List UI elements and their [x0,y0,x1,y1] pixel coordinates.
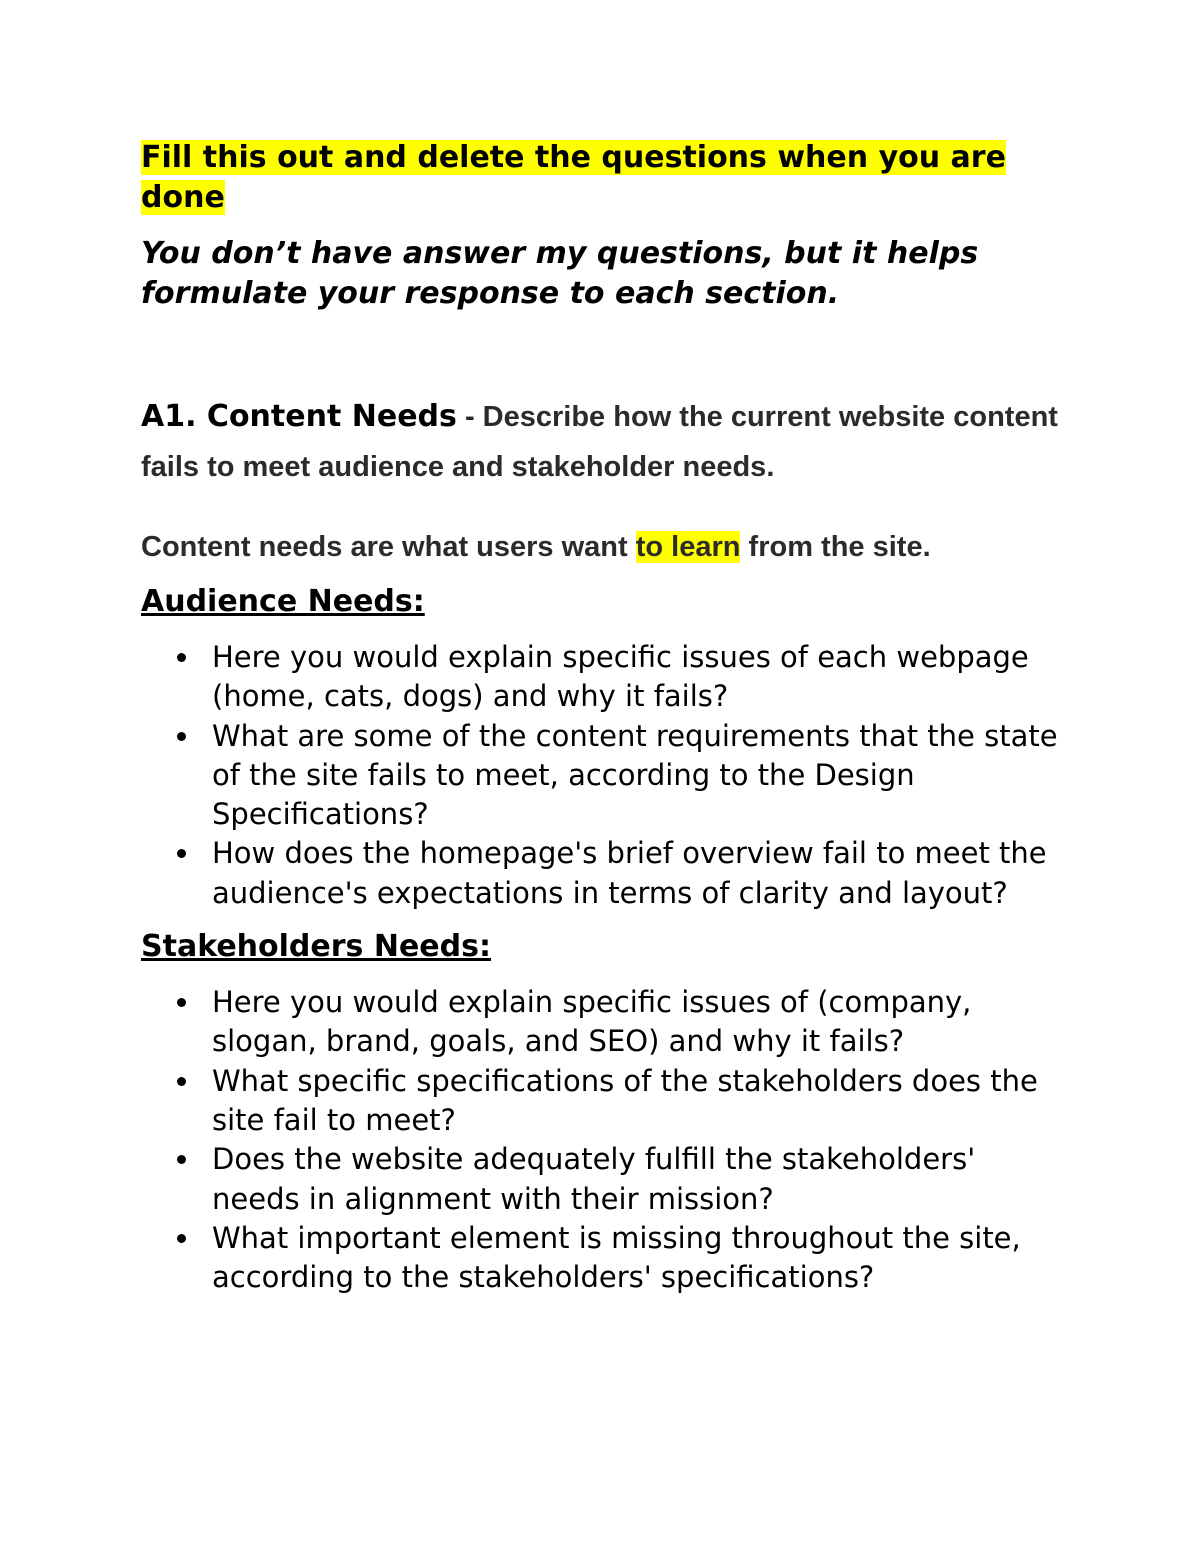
list-item-text: What specific specifications of the stakeholders does the site fail to meet? [212,1063,1038,1137]
bullet-icon [177,1234,186,1243]
bullet-icon [177,849,186,858]
list-item-text: What important element is missing throughout the site, according to the stakeholders' specifications? [212,1220,1021,1295]
definition-highlight: to learn [635,531,741,563]
audience-needs-heading: Audience Needs: [141,584,425,619]
list-item-text: How does the homepage's brief overview fail to meet the audience's expectations in terms of clarity and layout? [212,836,1047,910]
list-item-text: Here you would explain specific issues of (company, slogan, brand, goals, and SEO) and why it fails? [212,985,972,1059]
bullet-icon [177,732,186,741]
bullet-icon [177,998,186,1007]
bullet-icon [177,1155,186,1164]
bullet-icon [177,1077,186,1086]
list-item [141,983,1071,1062]
section-heading [141,394,1071,494]
list-item [141,638,1071,717]
list-item [141,834,1071,913]
list-item [141,1062,1071,1141]
stakeholders-needs-heading: Stakeholders Needs: [141,929,491,965]
section-code-label: A1. Content Needs [141,399,457,434]
definition-text-before: Content needs are what users want [141,531,636,563]
intro-title [141,138,1071,218]
intro-note: You don’t have answer my questions, but it helps formulate your response to each section. [141,236,979,311]
definition-text-after: from the site. [740,531,931,563]
list-item [141,1219,1071,1298]
list-item-text: Here you would explain specific issues of each webpage (home, cats, dogs) and why it fails? [212,640,1029,714]
list-item [141,1140,1071,1219]
list-item-text: Does the website adequately fulfill the stakeholders' needs in alignment with their mission? [212,1142,976,1216]
bullet-icon [177,653,186,662]
list-item-text: What are some of the content requirements that the state of the site fails to meet, according to the Design Specifications? [212,718,1058,832]
intro-title-highlight: Fill this out and delete the questions when you are done [141,140,1006,215]
list-item [141,717,1071,835]
section-separator: - [456,401,483,433]
content-needs-definition [141,526,1071,568]
section-description: Describe how the current website content fails to meet audience and stakeholder needs. [141,401,1058,483]
stakeholders-needs-list [141,983,1071,1297]
document-page [141,138,1071,1297]
audience-needs-list [141,638,1071,913]
